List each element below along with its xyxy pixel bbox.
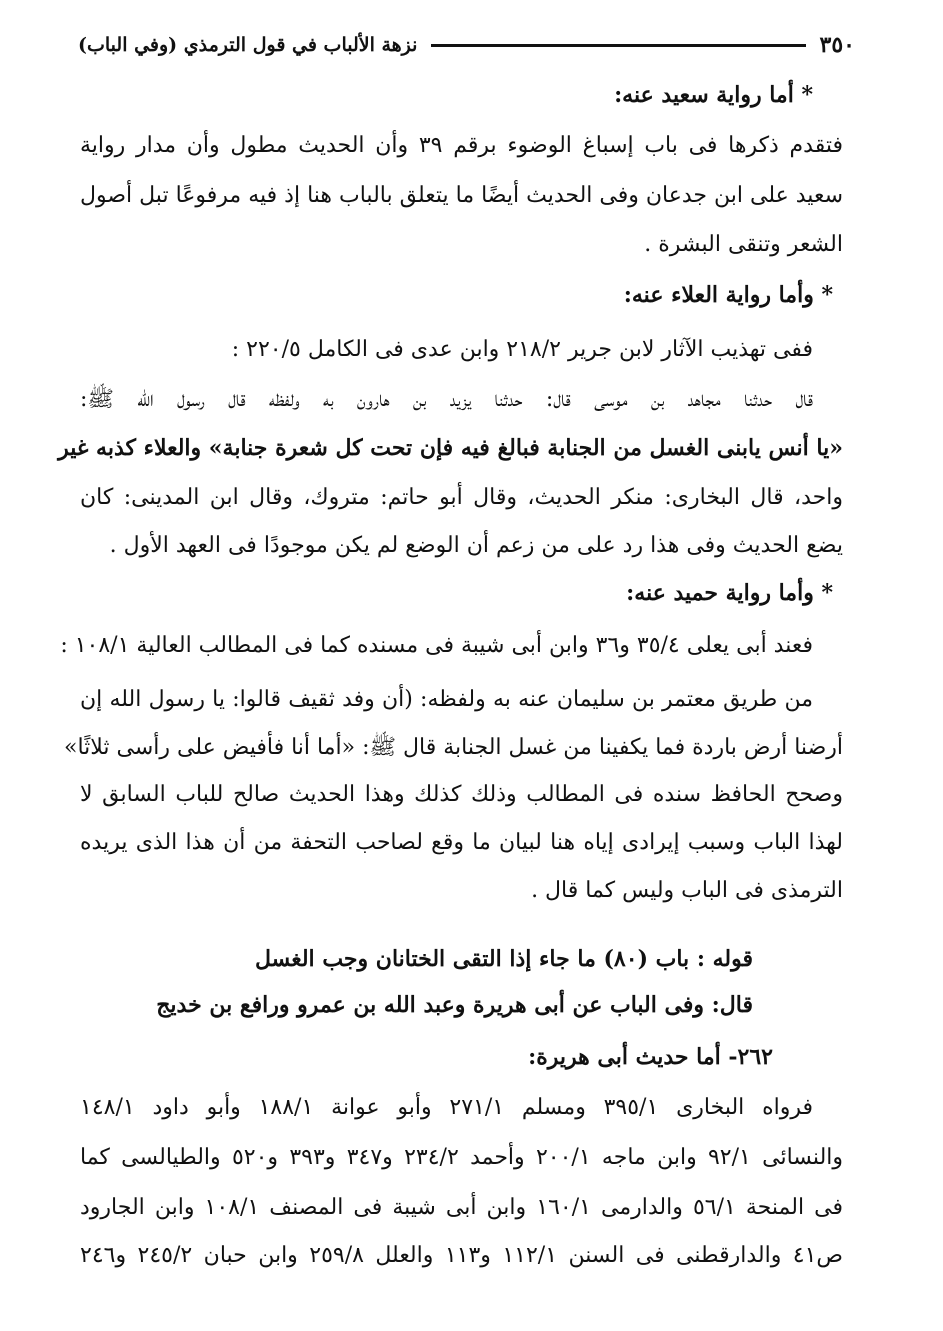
text-line: أرضنا أرض باردة فما يكفينا من غسل الجنابة قال ﷺ: «أما أنا فأفيض على رأسى ثلاثًا»: [64, 735, 843, 760]
text-line: من طريق معتمر بن سليمان عنه به ولفظه: (أن وفد ثقيف قالوا: يا رسول الله إن: [80, 687, 813, 712]
chapter-subheading: قال: وفى الباب عن أبى هريرة وعبد الله بن عمرو ورافع بن خديج: [156, 992, 753, 1018]
text-line: الشعر وتنقى البشرة .: [644, 232, 843, 257]
text-line: فتقدم ذكرها فى باب إسباغ الوضوء برقم ٣٩ وأن الحديث مطول وأن مدار رواية: [80, 133, 844, 158]
page-number: ٣٥٠: [819, 32, 855, 58]
running-title: نزهة الألباب في قول الترمذي (وفي الباب): [78, 34, 418, 56]
text-line: واحد، قال البخارى: منكر الحديث، وقال أبو حاتم: متروك، وقال ابن المدينى: كان: [80, 485, 843, 510]
text-line: ففى تهذيب الآثار لابن جرير ٢١٨/٢ وابن عدى فى الكامل ٢٢٠/٥ :: [231, 337, 813, 362]
text-line: والنسائى ٩٢/١ وابن ماجه ٢٠٠/١ وأحمد ٢٣٤/٢ و٣٤٧ و٣٩٣ و٥٢٠ والطيالسى كما: [80, 1145, 844, 1170]
hadith-quote-line: «يا أنس يابنى الغسل من الجنابة فبالغ فيه فإن تحت كل شعرة جنابة» والعلاء كذبه غير: [58, 435, 843, 461]
header-rule: [431, 44, 805, 47]
hadith-number-heading: ٢٦٢- أما حديث أبى هريرة:: [528, 1044, 773, 1070]
text-line: الترمذى فى الباب وليس كما قال .: [531, 878, 843, 903]
text-line: ص٤١ والدارقطنى فى السنن ١١٢/١ و١١٣ والعلل ٢٥٩/٨ وابن حبان ٢٤٥/٢ و٢٤٦: [80, 1243, 844, 1268]
section-heading-saeed: * أما رواية سعيد عنه:: [614, 82, 813, 108]
text-line: سعيد على ابن جدعان وفى الحديث أيضًا ما يتعلق بالباب هنا إذ فيه مرفوعًا تبل أصول: [80, 183, 843, 208]
text-line: قال حدثنا مجاهد بن موسى قال: حدثنا يزيد بن هارون به ولفظه قال رسول الله ﷺ:: [80, 387, 813, 412]
section-heading-humaid: * وأما رواية حميد عنه:: [626, 580, 833, 606]
text-line: يضع الحديث وفى هذا رد على من زعم أن الوضع لم يكن موجودًا فى العهد الأول .: [109, 533, 843, 558]
chapter-heading: قوله : باب (٨٠) ما جاء إذا التقى الختانان وجب الغسل: [254, 946, 753, 972]
page-header: [78, 28, 855, 62]
text-line: فى المنحة ٥٦/١ والدارمى ١٦٠/١ وابن أبى شيبة فى المصنف ١٠٨/١ وابن الجارود: [80, 1195, 843, 1220]
section-heading-alaa: * وأما رواية العلاء عنه:: [623, 282, 833, 308]
text-line: فرواه البخارى ٣٩٥/١ ومسلم ٢٧١/١ وأبو عوانة ١٨٨/١ وأبو داود ١٤٨/١: [80, 1095, 813, 1120]
text-line: فعند أبى يعلى ٣٥/٤ و٣٦ وابن أبى شيبة فى مسنده كما فى المطالب العالية ١٠٨/١ :: [60, 633, 813, 658]
text-line: وصحح الحافظ سنده فى المطالب وذلك كذلك وهذا الحديث صالح للباب السابق لا: [80, 782, 843, 807]
text-line: لهذا الباب وسبب إيرادى إياه هنا لبيان ما وقع لصاحب التحفة من أن هذا الذى يريده: [80, 830, 843, 855]
